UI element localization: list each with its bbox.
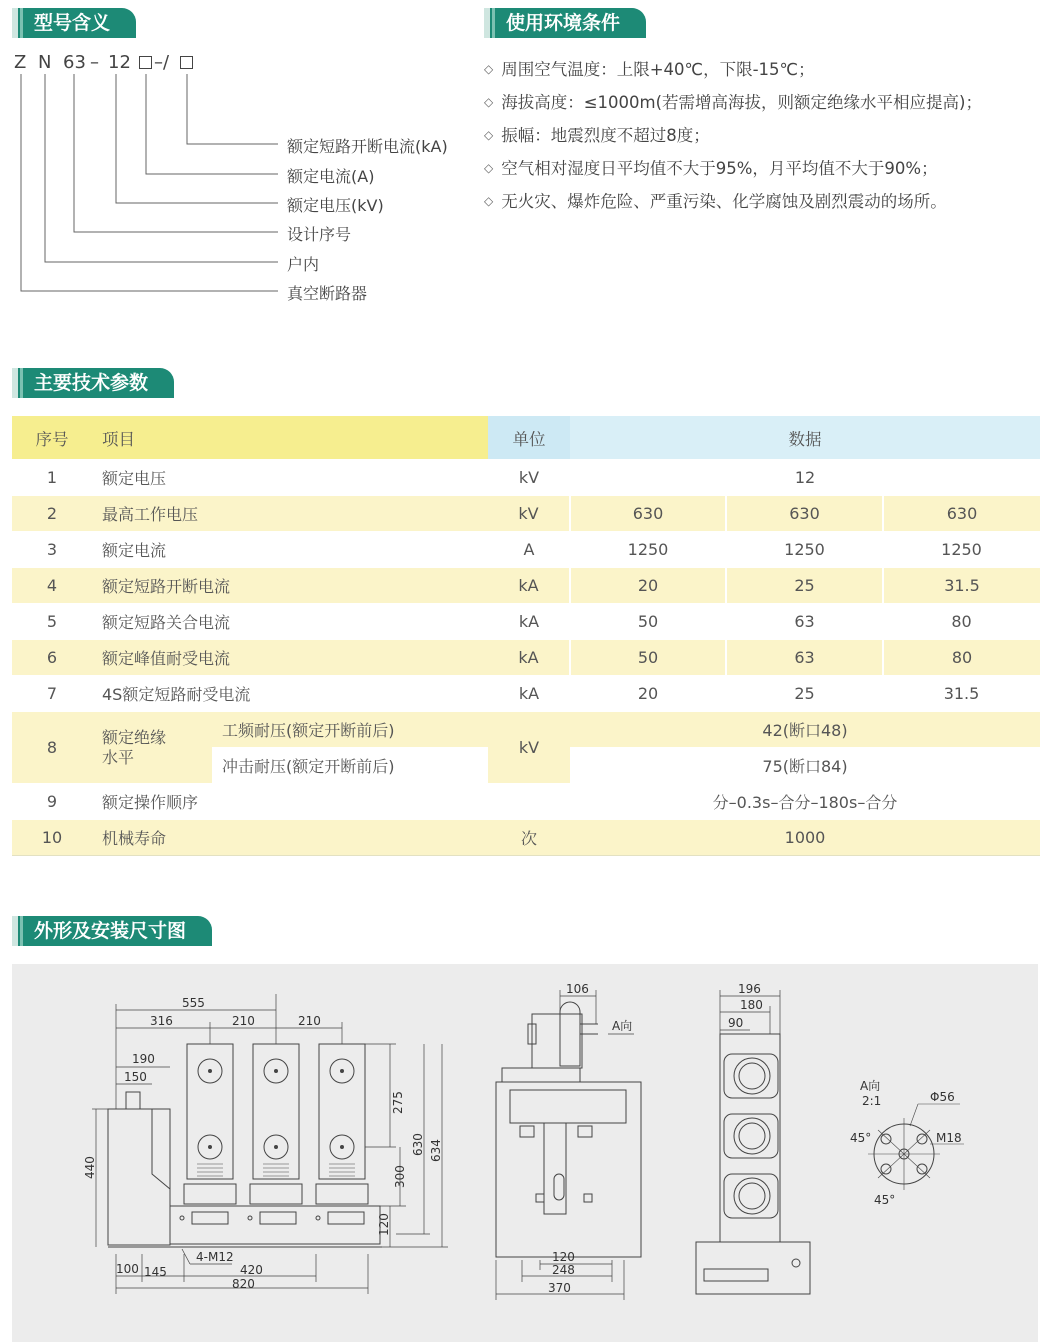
dim-4-m12: 4-M12: [196, 1250, 234, 1264]
dim-316: 316: [150, 1014, 173, 1028]
dim-150: 150: [124, 1070, 147, 1084]
table-row: 1 额定电压 kV 12: [12, 460, 1040, 496]
model-meaning-title: 型号含义: [12, 8, 136, 38]
table-row: 7 4S额定短路耐受电流 kA 20 25 31.5: [12, 676, 1040, 712]
dim-145: 145: [144, 1265, 167, 1279]
dim-m18: M18: [936, 1131, 962, 1145]
header-unit: 单位: [488, 416, 570, 460]
bullet-icon: ◇: [484, 128, 494, 142]
header-no: 序号: [12, 416, 92, 460]
dim-370: 370: [548, 1281, 571, 1295]
dim-90: 90: [728, 1016, 744, 1030]
meaning-vacuum-breaker: 真空断路器: [287, 284, 368, 303]
dim-634: 634: [429, 1139, 443, 1162]
detail-title: A向: [860, 1079, 881, 1093]
dimension-drawing: [12, 964, 1038, 1342]
env-item: ◇ 无火灾、爆炸危险、严重污染、化学腐蚀及剧烈震动的场所。: [484, 192, 947, 211]
dim-630: 630: [411, 1133, 425, 1156]
code-voltage: 12: [108, 52, 131, 73]
header-item: 项目: [92, 416, 488, 460]
dim-440: 440: [83, 1156, 97, 1179]
code-design-no: 63: [63, 52, 86, 73]
dim-300: 300: [393, 1165, 407, 1188]
table-row: 5 额定短路关合电流 kA 50 63 80: [12, 604, 1040, 640]
dim-275: 275: [391, 1091, 405, 1114]
code-dash: –: [90, 52, 99, 73]
params-table: [12, 416, 1040, 856]
dim-190: 190: [132, 1052, 155, 1066]
meaning-rated-current: 额定电流(A): [287, 167, 375, 186]
dim-phi56: Φ56: [930, 1090, 955, 1104]
meaning-breaking-current: 额定短路开断电流(kA): [287, 137, 448, 156]
detail-scale: 2:1: [862, 1094, 882, 1108]
table-row: 4 额定短路开断电流 kA 20 25 31.5: [12, 568, 1040, 604]
dim-820: 820: [232, 1277, 255, 1291]
angle-45: 45°: [874, 1193, 896, 1207]
table-row: 9 额定操作顺序 分–0.3s–合分–180s–合分: [12, 784, 1040, 820]
env-title: 使用环境条件: [484, 8, 646, 38]
table-row: 8 额定绝缘水平 工频耐压(额定开断前后) kV 42(断口48): [12, 712, 1040, 748]
bullet-icon: ◇: [484, 161, 494, 175]
bullet-icon: ◇: [484, 62, 494, 76]
dims-title: 外形及安装尺寸图: [12, 916, 212, 946]
table-row: 2 最高工作电压 kV 630 630 630: [12, 496, 1040, 532]
bullet-icon: ◇: [484, 95, 494, 109]
bullet-icon: ◇: [484, 194, 494, 208]
dim-180: 180: [740, 998, 763, 1012]
dim-210: 210: [232, 1014, 255, 1028]
env-item: ◇ 周围空气温度：上限+40℃，下限-15℃；: [484, 60, 815, 79]
table-row: 3 额定电流 A 1250 1250 1250: [12, 532, 1040, 568]
dim-210: 210: [298, 1014, 321, 1028]
dim-120: 120: [377, 1213, 391, 1236]
table-header: [12, 416, 1040, 460]
table-row: 10 机械寿命 次 1000: [12, 820, 1040, 856]
params-title: 主要技术参数: [12, 368, 174, 398]
header-data: 数据: [570, 416, 1040, 460]
table-row: 冲击耐压(额定开断前后) 75(断口84): [12, 748, 1040, 784]
dim-100: 100: [116, 1262, 139, 1276]
dim-420: 420: [240, 1263, 263, 1277]
angle-45: 45°: [850, 1131, 872, 1145]
meaning-rated-voltage: 额定电压(kV): [287, 196, 384, 215]
env-item: ◇ 空气相对湿度日平均值不大于95%，月平均值不大于90%；: [484, 159, 938, 178]
code-n: N: [38, 52, 52, 73]
dim-106: 106: [566, 982, 589, 996]
dimension-drawing-svg: [12, 964, 1038, 1342]
env-list: [484, 56, 982, 221]
dim-248: 248: [552, 1263, 575, 1277]
label-a-direction: A向: [612, 1019, 633, 1033]
env-item: ◇ 海拔高度：≤1000m(若需增高海拔，则额定绝缘水平相应提高)；: [484, 93, 982, 112]
dim-120-side: 120: [552, 1250, 575, 1264]
meaning-design-no: 设计序号: [287, 225, 352, 244]
dim-196: 196: [738, 982, 761, 996]
meaning-indoor: 户内: [287, 255, 320, 274]
code-slash: –/: [154, 52, 170, 73]
table-row: 6 额定峰值耐受电流 kA 50 63 80: [12, 640, 1040, 676]
dim-555: 555: [182, 996, 205, 1010]
code-z: Z: [14, 52, 27, 73]
env-item: ◇ 振幅：地震烈度不超过8度；: [484, 126, 710, 145]
